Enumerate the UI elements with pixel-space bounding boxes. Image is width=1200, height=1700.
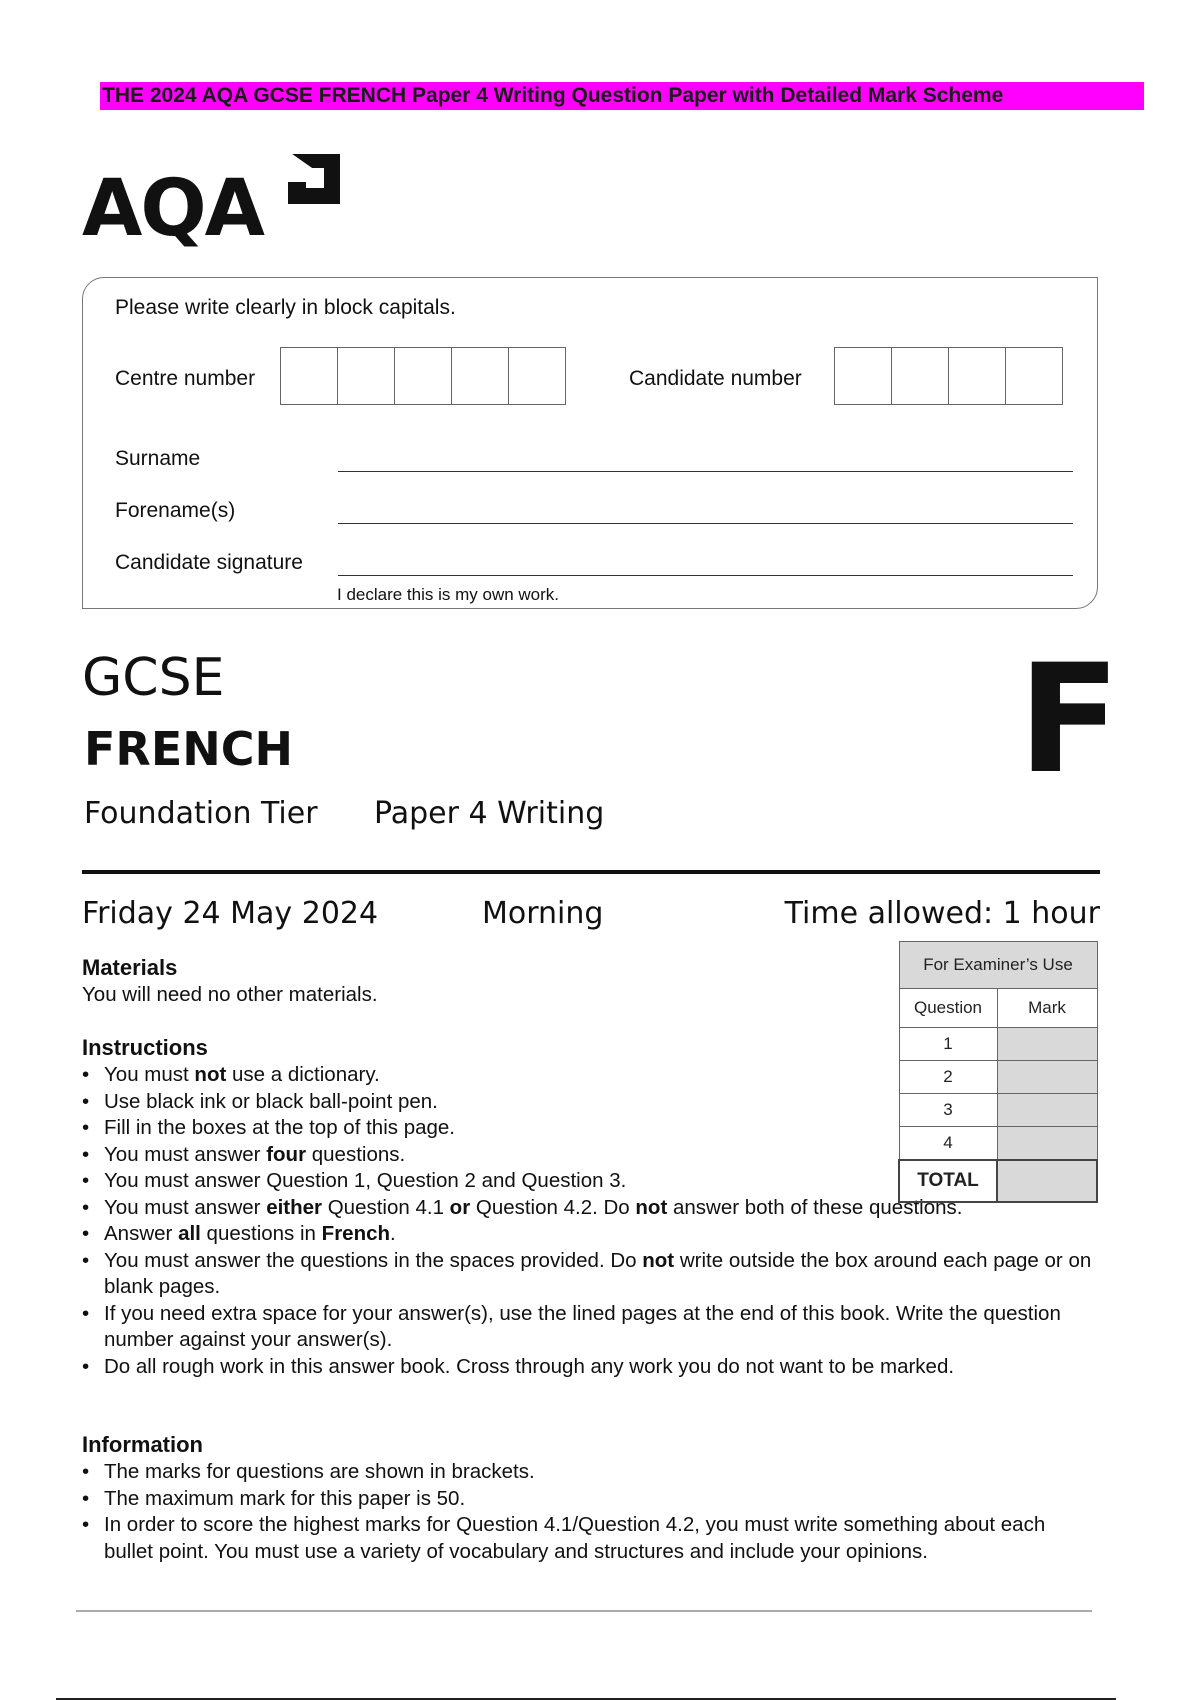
information-item: • In order to score the highest marks for Question 4.1/Question 4.2, you must write something about each bullet point. You must use a variety of vocabulary and structures and include your opinions. [104,1512,1092,1565]
emphasis-text: four [266,1142,307,1166]
instruction-item [104,1354,1092,1381]
signature-field[interactable] [338,575,1073,576]
materials-text: You will need no other materials. [82,983,378,1006]
centre-number-label: Centre number [115,367,256,390]
centre-digit-box[interactable] [452,348,509,404]
examiner-use-table [898,941,1098,1203]
exam-date: Friday 24 May 2024 [82,896,379,931]
centre-digit-box[interactable] [395,348,452,404]
total-mark-cell [997,1160,1097,1202]
centre-number-boxes[interactable] [280,347,566,405]
document-banner: THE 2024 AQA GCSE FRENCH Paper 4 Writing Question Paper with Detailed Mark Scheme [100,82,1144,110]
question-number: 4 [899,1127,997,1161]
aqa-logo-text: AQA [82,164,264,254]
emphasis-text: French [321,1222,391,1245]
centre-digit-box[interactable] [281,348,338,404]
emphasis-text: all [178,1222,201,1245]
instruction-text: questions. [306,1142,406,1166]
paper-label: Paper 4 Writing [374,796,605,831]
subject-title: FRENCH [84,722,294,776]
instruction-text: Use black ink or black ball-point pen. [104,1089,438,1113]
instruction-text: Fill in the boxes at the top of this page. [104,1116,455,1139]
materials-heading: Materials [82,955,178,980]
instruction-text: You must answer the questions in the spaces provided. Do [104,1248,643,1272]
exam-session: Morning [482,896,604,931]
information-list [82,1459,1092,1565]
emphasis-text: or [449,1195,471,1219]
instruction-text: You must answer Question 1, Question 2 and Question 3. [104,1169,627,1192]
question-number: 3 [899,1094,997,1127]
candidate-digit-box[interactable] [949,348,1006,404]
title-divider [82,870,1100,874]
mark-cell [997,1094,1097,1127]
instruction-text: You must answer [104,1195,267,1219]
information-item: • The marks for questions are shown in brackets. [104,1459,1092,1486]
information-heading: Information [82,1432,203,1457]
instruction-text: answer both of these questions. [667,1195,963,1219]
candidate-number-boxes[interactable] [834,347,1063,405]
instruction-text: Do all rough work in this answer book. Cross through any work you do not want to be marked. [104,1354,955,1378]
candidate-digit-box[interactable] [892,348,949,404]
instruction-text: questions in [200,1222,322,1245]
surname-field[interactable] [338,471,1073,472]
question-column-header: Question [899,989,997,1028]
centre-digit-box[interactable] [509,348,565,404]
mark-column-header: Mark [997,989,1097,1028]
surname-label: Surname [115,447,201,470]
instruction-text: Question 4.1 [322,1195,450,1219]
emphasis-text: either [266,1195,323,1219]
candidate-digit-box[interactable] [835,348,892,404]
question-number: 1 [899,1028,997,1061]
declaration-text: I declare this is my own work. [337,585,560,604]
candidate-details-box [82,277,1098,609]
aqa-logo [82,150,342,254]
emphasis-text: not [194,1063,227,1086]
time-allowed: Time allowed: 1 hour [784,896,1100,931]
tier-letter: F [1018,633,1121,807]
footer-divider [76,1610,1092,1612]
mark-cell [997,1028,1097,1061]
instruction-item [104,1301,1092,1354]
mark-cell [997,1061,1097,1094]
forename-field[interactable] [338,523,1073,524]
total-label: TOTAL [899,1160,997,1202]
instruction-text: Question 4.2. Do [470,1195,636,1219]
aqa-logo-mark-icon [282,150,344,212]
instruction-text: . [390,1222,396,1245]
instruction-text: Answer [104,1222,179,1245]
information-item: • The maximum mark for this paper is 50. [104,1486,1092,1513]
instruction-text: write outside the box around each page or on blank pages. [104,1248,1092,1298]
candidate-number-label: Candidate number [629,367,802,390]
instructions-heading: Instructions [82,1035,208,1060]
instruction-text: You must answer [104,1142,267,1166]
forename-label: Forename(s) [115,499,236,522]
emphasis-text: not [642,1248,675,1272]
centre-digit-box[interactable] [338,348,395,404]
information-section [82,1431,1092,1565]
instruction-text: You must [104,1063,195,1086]
qualification-title: GCSE [82,648,225,708]
instruction-text: use a dictionary. [226,1063,380,1086]
instruction-text: If you need extra space for your answer(s), use the lined pages at the end of this book. Write the question number against your answer(s). [104,1301,1061,1351]
emphasis-text: not [635,1195,668,1219]
examiner-table-title: For Examiner’s Use [899,942,1097,989]
mark-cell [997,1127,1097,1161]
instruction-item [104,1221,1092,1248]
question-number: 2 [899,1061,997,1094]
signature-label: Candidate signature [115,551,303,574]
block-capitals-instruction: Please write clearly in block capitals. [115,296,456,319]
candidate-digit-box[interactable] [1006,348,1062,404]
tier-label: Foundation Tier [84,796,318,831]
instruction-item [104,1248,1092,1301]
